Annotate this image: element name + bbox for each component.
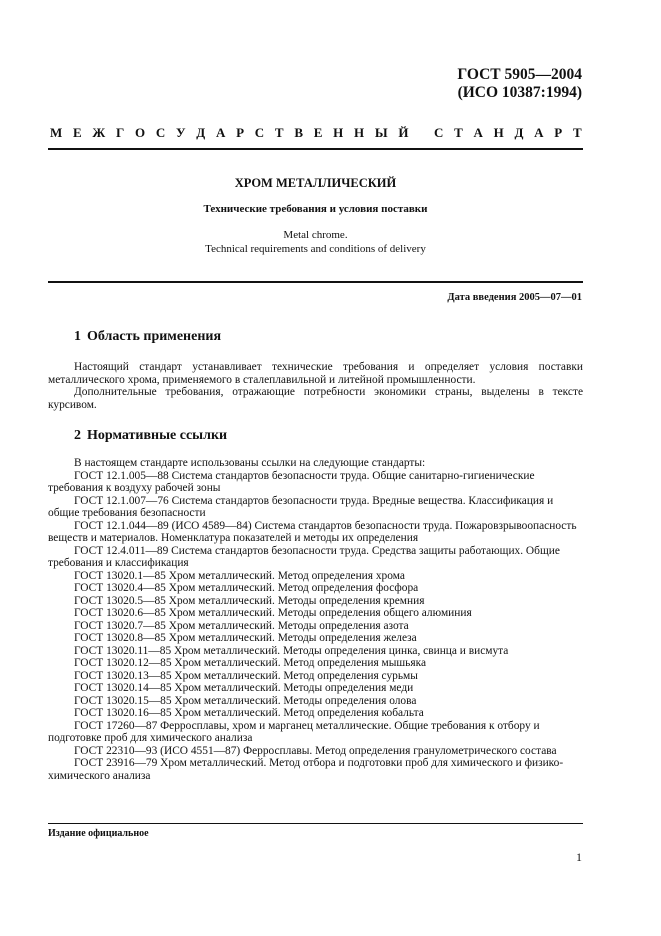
english-title-line1: Metal chrome. [283, 229, 348, 241]
standard-designation [457, 66, 582, 102]
banner-letter: А [534, 125, 544, 140]
document-subtitle: Технические требования и условия поставки [203, 203, 428, 215]
banner-letter: Й [398, 125, 409, 140]
references-list [48, 457, 583, 782]
banner-letter: А [215, 125, 226, 140]
banner-letter: А [473, 125, 483, 140]
banner-letter: Е [73, 125, 82, 140]
reference-item: ГОСТ 12.1.007—76 Система стандартов безопасности труда. Вредные вещества. Классификация и общие требования безопасности [48, 494, 554, 519]
section-scope [48, 329, 583, 411]
reference-item: ГОСТ 13020.8—85 Хром металлический. Методы определения железа [74, 632, 417, 644]
reference-item: ГОСТ 13020.1—85 Хром металлический. Метод определения хрома [74, 569, 405, 582]
reference-item: ГОСТ 22310—93 (ИСО 4551—87) Ферросплавы. Метод определения гранулометрического состава [74, 744, 557, 757]
reference-item: ГОСТ 13020.12—85 Хром металлический. Метод определения мышьяка [74, 657, 427, 669]
top-divider [48, 148, 583, 150]
reference-item: ГОСТ 13020.6—85 Хром металлический. Методы определения общего алюминия [74, 607, 472, 619]
reference-item: ГОСТ 12.1.005—88 Система стандартов безопасности труда. Общие санитарно-гигиенические требования к воздуху рабочей зоны [48, 469, 535, 494]
document-title: ХРОМ МЕТАЛЛИЧЕСКИЙ [234, 176, 397, 190]
reference-item: ГОСТ 13020.7—85 Хром металлический. Методы определения азота [74, 619, 409, 632]
banner-letter: С [433, 125, 444, 140]
paragraph: Дополнительные требования, отражающие потребности экономики страны, выделены в тексте курсивом. [48, 386, 583, 411]
standard-number: ГОСТ 5905—2004 [457, 66, 582, 83]
banner-letter: М [50, 125, 63, 140]
reference-item: ГОСТ 13020.13—85 Хром металлический. Метод определения сурьмы [74, 669, 418, 682]
iso-number: (ИСО 10387:1994) [457, 84, 582, 101]
banner-letter: Е [313, 125, 323, 140]
reference-item: ГОСТ 13020.16—85 Хром металлический. Метод определения кобальта [74, 707, 424, 719]
section-heading: 1 Область применения [74, 329, 222, 344]
banner-letter: Н [354, 125, 365, 140]
reference-item: ГОСТ 13020.15—85 Хром металлический. Методы определения олова [74, 694, 417, 707]
banner-letter: Ж [92, 125, 106, 140]
footer-divider [48, 823, 583, 824]
banner-letter: В [294, 125, 303, 140]
reference-item: ГОСТ 17260—87 Ферросплавы, хром и марганец металлические. Общие требования к отбору и подготовке проб для химического анализа [48, 719, 540, 744]
introduction-date: Дата введения 2005—07—01 [447, 292, 582, 303]
reference-item: ГОСТ 13020.11—85 Хром металлический. Методы определения цинка, свинца и висмута [74, 644, 509, 657]
banner-letter: Д [514, 125, 524, 140]
title-divider [48, 281, 583, 283]
reference-item: ГОСТ 13020.5—85 Хром металлический. Методы определения кремния [74, 594, 425, 607]
title-block [48, 176, 583, 256]
banner-letter: Р [236, 125, 245, 140]
reference-item: ГОСТ 13020.4—85 Хром металлический. Метод определения фосфора [74, 582, 419, 594]
banner-letter: Р [554, 125, 563, 140]
section-heading: 2 Нормативные ссылки [74, 428, 228, 443]
banner-letter: Д [196, 125, 206, 140]
english-title [48, 228, 583, 256]
banner-letter: Т [274, 125, 284, 140]
english-title-line2: Technical requirements and conditions of delivery [205, 243, 426, 255]
banner-letter: Н [333, 125, 344, 140]
references-intro: В настоящем стандарте использованы ссылки на следующие стандарты: [74, 457, 426, 469]
banner-letter: Т [454, 125, 463, 140]
banner-letter: Т [572, 125, 582, 140]
banner-letter: У [176, 125, 186, 140]
reference-item: ГОСТ 12.4.011—89 Система стандартов безопасности труда. Средства защиты работающих. Общие требования и классификация [48, 544, 560, 569]
page-number: 1 [576, 850, 582, 864]
reference-item: ГОСТ 13020.14—85 Хром металлический. Методы определения меди [74, 682, 414, 694]
reference-item: ГОСТ 23916—79 Хром металлический. Метод отбора и подготовки проб для химического и физико-химического анализа [48, 757, 564, 782]
edition-label: Издание официальное [48, 828, 149, 839]
paragraph: Настоящий стандарт устанавливает технические требования и определяет условия поставки металлического хрома, применяемого в сталеплавильной и литейной промышленности. [48, 361, 583, 386]
banner-letter: О [135, 125, 146, 140]
banner-letter: С [254, 125, 265, 140]
banner-letter: Н [493, 125, 504, 140]
banner-letter: Г [116, 125, 125, 140]
section-body [48, 361, 583, 411]
section-references [48, 428, 583, 782]
banner-letter: Ы [374, 125, 388, 140]
banner-letter: С [155, 125, 166, 140]
interstate-standard-banner [50, 125, 582, 141]
reference-item: ГОСТ 12.1.044—89 (ИСО 4589—84) Система стандартов безопасности труда. Пожаровзрывоопасность веществ и материалов. Номенклатура показателей и методы их определения [48, 519, 577, 544]
